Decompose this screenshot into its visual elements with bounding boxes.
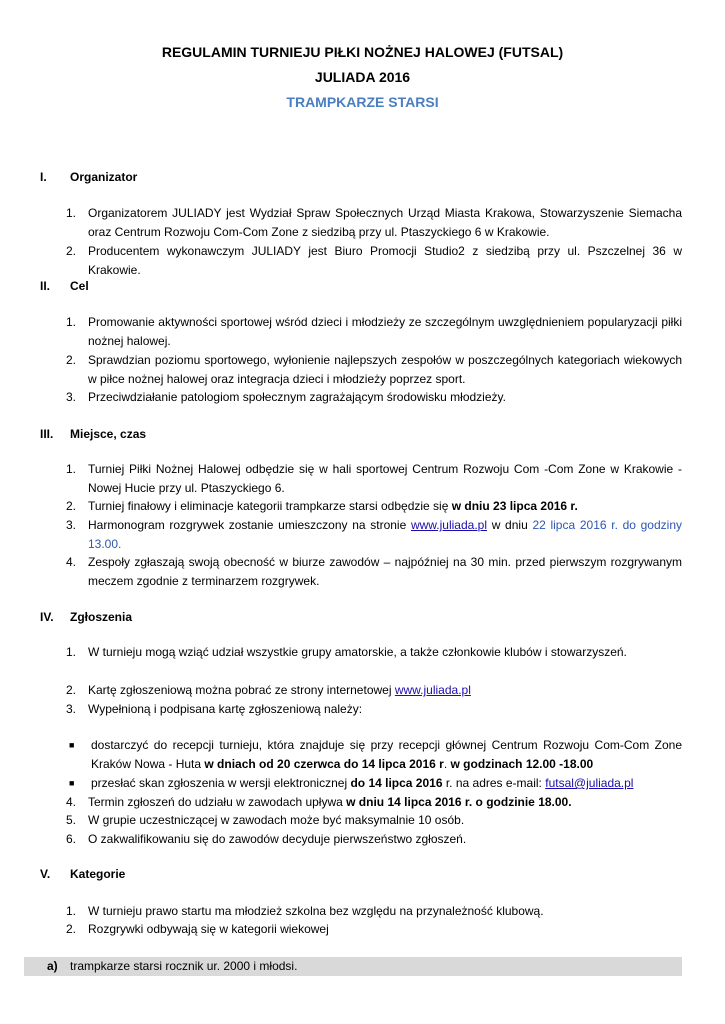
section-title: Kategorie	[70, 867, 126, 881]
item-number: 4.	[66, 795, 77, 809]
item-text: W grupie uczestniczącej w zawodach może być maksymalnie 10 osób.	[88, 813, 465, 827]
item-text: Producentem wykonawczym JULIADY jest Biuro Promocji Studio2 z siedzibą przy ul. Pszczelnej 36 w Krakowie.	[88, 244, 682, 277]
list-item	[66, 313, 682, 351]
bullet-text-part: .	[443, 757, 451, 771]
item-text	[88, 516, 682, 554]
section-heading-organizator	[40, 170, 137, 184]
bullet-deadline: do 14 lipca 2016	[350, 776, 443, 790]
item-number: 3.	[66, 390, 77, 404]
square-bullet-icon: ■	[69, 778, 75, 788]
item-text: W turnieju prawo startu ma młodzież szkolna bez względu na przynależność klubową.	[88, 904, 544, 918]
item-text-part: Turniej finałowy i eliminacje kategorii trampkarze starsi odbędzie się	[88, 499, 452, 513]
category-text: trampkarze starsi rocznik ur. 2000 i młodsi.	[70, 959, 298, 973]
item-text: Promowanie aktywności sportowej wśród dzieci i młodzieży ze szczególnym uwzględnieniem popularyzacji piłki nożnej halowej.	[88, 315, 682, 348]
bullet-dates: w dniach od 20 czerwca do 14 lipca 2016 r	[204, 757, 444, 771]
list-item	[66, 902, 682, 921]
section-number: I.	[40, 170, 47, 184]
item-text-part: Termin zgłoszeń do udziału w zawodach upływa	[88, 795, 347, 809]
bullet-hours: w godzinach 12.00 -18.00	[450, 757, 594, 771]
list-item	[66, 681, 682, 700]
bullet-text-part: r. na adres e-mail:	[442, 776, 546, 790]
section-heading-zgloszenia	[40, 610, 132, 624]
item-number: 1.	[66, 645, 77, 659]
item-text-part: Harmonogram rozgrywek zostanie umieszczony na stronie	[88, 518, 411, 532]
list-item	[66, 351, 682, 389]
bullet-text-part: dostarczyć do recepcji turnieju, która znajduje się przy recepcji głównej Centrum Rozwoju Com-Com Zone Kraków Nowa - Huta	[91, 738, 682, 771]
item-text	[88, 681, 682, 700]
list-item	[66, 497, 682, 516]
item-number: 1.	[66, 315, 77, 329]
juliada-link[interactable]: www.juliada.pl	[394, 683, 471, 697]
bullet-text-part: przesłać skan zgłoszenia w wersji elektronicznej	[91, 776, 351, 790]
item-number: 3.	[66, 518, 77, 532]
list-item	[66, 920, 682, 939]
document-title: REGULAMIN TURNIEJU PIŁKI NOŻNEJ HALOWEJ (FUTSAL)	[161, 44, 564, 60]
section-heading-cel	[40, 279, 89, 293]
juliada-link[interactable]: www.juliada.pl	[410, 518, 487, 532]
item-number: 5.	[66, 813, 77, 827]
section-title: Cel	[70, 279, 89, 293]
bullet-item	[66, 774, 682, 793]
category-row	[24, 957, 682, 976]
section-number: V.	[40, 867, 51, 881]
list-item	[66, 204, 682, 242]
item-number: 1.	[66, 462, 77, 476]
item-text: O zakwalifikowaniu się do zawodów decyduje pierwszeństwo zgłoszeń.	[88, 832, 467, 846]
item-text: Rozgrywki odbywają się w kategorii wiekowej	[88, 922, 329, 936]
item-text-part: Kartę zgłoszeniową można pobrać ze strony internetowej	[88, 683, 395, 697]
item-number: 6.	[66, 832, 77, 846]
list-item	[66, 553, 682, 591]
item-number: 2.	[66, 499, 77, 513]
item-number: 1.	[66, 904, 77, 918]
list-item	[66, 830, 682, 849]
document-title-year: JULIADA 2016	[314, 69, 411, 85]
item-number: 2.	[66, 244, 77, 258]
email-link[interactable]: futsal@juliada.pl	[545, 776, 634, 790]
schedule-date: 22 lipca 2016 r. do godziny 13.00.	[88, 518, 682, 551]
item-text: Turniej Piłki Nożnej Halowej odbędzie się w hali sportowej Centrum Rozwoju Com -Com Zone w Krakowie - Nowej Hucie przy ul. Ptaszyckiego 6.	[88, 462, 682, 495]
list-item	[66, 516, 682, 554]
section-number: II.	[40, 279, 51, 293]
list-item	[66, 388, 682, 407]
section-title: Organizator	[70, 170, 138, 184]
list-item	[66, 460, 682, 498]
list-item	[66, 793, 682, 812]
bullet-text	[91, 774, 682, 793]
section-heading-miejsce-czas	[40, 427, 146, 441]
item-text: Wypełnioną i podpisana kartę zgłoszeniową należy:	[88, 702, 363, 716]
bullet-item	[66, 736, 682, 774]
document-subtitle: TRAMPKARZE STARSI	[286, 94, 439, 110]
bullet-text	[91, 736, 682, 774]
section-title: Miejsce, czas	[70, 427, 147, 441]
list-item	[66, 700, 682, 719]
section-title: Zgłoszenia	[70, 610, 133, 624]
item-date: w dniu 23 lipca 2016 r.	[451, 499, 578, 513]
list-item	[66, 811, 682, 830]
item-number: 3.	[66, 702, 77, 716]
section-number: III.	[40, 427, 54, 441]
item-number: 1.	[66, 206, 77, 220]
item-number: 4.	[66, 555, 77, 569]
item-text	[88, 793, 682, 812]
item-text	[88, 497, 682, 516]
item-number: 2.	[66, 683, 77, 697]
item-text: Zespoły zgłaszają swoją obecność w biurze zawodów – najpóźniej na 30 min. przed pierwszym rozgrywanym meczem zgodnie z terminarzem rozgrywek.	[88, 555, 682, 588]
category-letter: a)	[47, 959, 58, 973]
item-text: Przeciwdziałanie patologiom społecznym zagrażającym środowisku młodzieży.	[88, 390, 506, 404]
section-number: IV.	[40, 610, 54, 624]
section-heading-kategorie	[40, 867, 125, 881]
item-deadline: w dniu 14 lipca 2016 r. o godzinie 18.00.	[346, 795, 572, 809]
list-item	[66, 643, 682, 662]
item-number: 2.	[66, 922, 77, 936]
item-text: W turnieju mogą wziąć udział wszystkie grupy amatorskie, a także członkowie klubów i stowarzyszeń.	[88, 645, 627, 659]
item-number: 2.	[66, 353, 77, 367]
list-item	[66, 242, 682, 280]
item-text: Organizatorem JULIADY jest Wydział Spraw Społecznych Urząd Miasta Krakowa, Stowarzyszenie Siemacha oraz Centrum Rozwoju Com-Com Zone z siedzibą przy ul. Ptaszyckiego 6 w Krakowie.	[88, 206, 682, 239]
item-text: Sprawdzian poziomu sportowego, wyłonienie najlepszych zespołów w poszczególnych kategoriach wiekowych w piłce nożnej halowej oraz integracja dzieci i młodzieży poprzez sport.	[88, 353, 682, 386]
item-text-part: w dniu	[487, 518, 533, 532]
square-bullet-icon: ■	[69, 740, 75, 750]
